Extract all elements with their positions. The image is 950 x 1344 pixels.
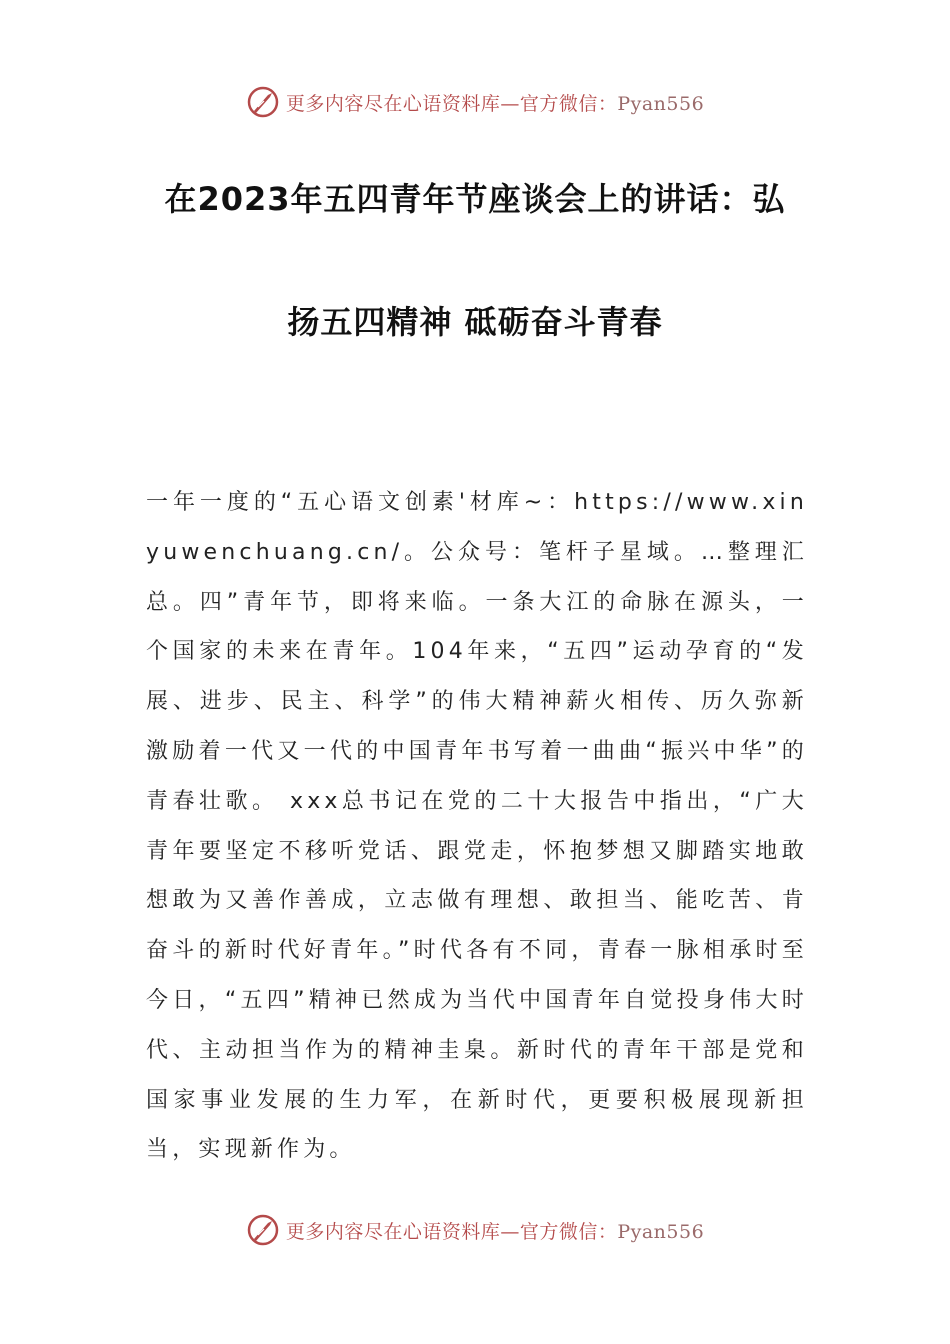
body-paragraph: 一年一度的“五心语文创素'材库~：https://www.xinyuwenchuang.cn/。公众号：笔杆子星域。…整理汇总。四”青年节，即将来临。一条大江的命脉在源头，一个国家的未来在青年。104年来，“五四”运动孕育的“发展、进步、民主、科学”的伟大精神薪火相传、历久弥新激励着一代又一代的中国青年书写着一曲曲“振兴中华”的青春壮歌。 xxx总书记在党的二十大报告中指出，“广大青年要坚定不移听党话、跟党走，怀抱梦想又脚踏实地敢想敢为又善作善成，立志做有理想、敢担当、能吃苦、肯奋斗的新时代好青年。”时代各有不同，青春一脉相承时至今日，“五四”精神已然成为当代中国青年自觉投身伟大时代、主动担当作为的精神圭臬。新时代的青年干部是党和国家事业发展的生力军，在新时代，更要积极展现新担当，实现新作为。	[146, 490, 808, 1163]
document-title-line-2: 扬五四精神 砥砺奋斗青春	[287, 303, 663, 341]
watermark-text: 更多内容尽在心语资料库—官方微信：Pyan556	[285, 1220, 705, 1243]
wechat-id: Pyan556	[617, 1220, 705, 1243]
watermark-text: 更多内容尽在心语资料库—官方微信：Pyan556	[285, 92, 705, 115]
watermark-banner-bottom	[0, 1210, 950, 1250]
document-title-line-1: 在2023年五四青年节座谈会上的讲话：弘	[164, 180, 786, 218]
watermark-banner-top	[0, 82, 950, 122]
quill-logo-icon	[246, 85, 280, 119]
wechat-id: Pyan556	[617, 92, 705, 115]
quill-logo-icon	[246, 1213, 280, 1247]
